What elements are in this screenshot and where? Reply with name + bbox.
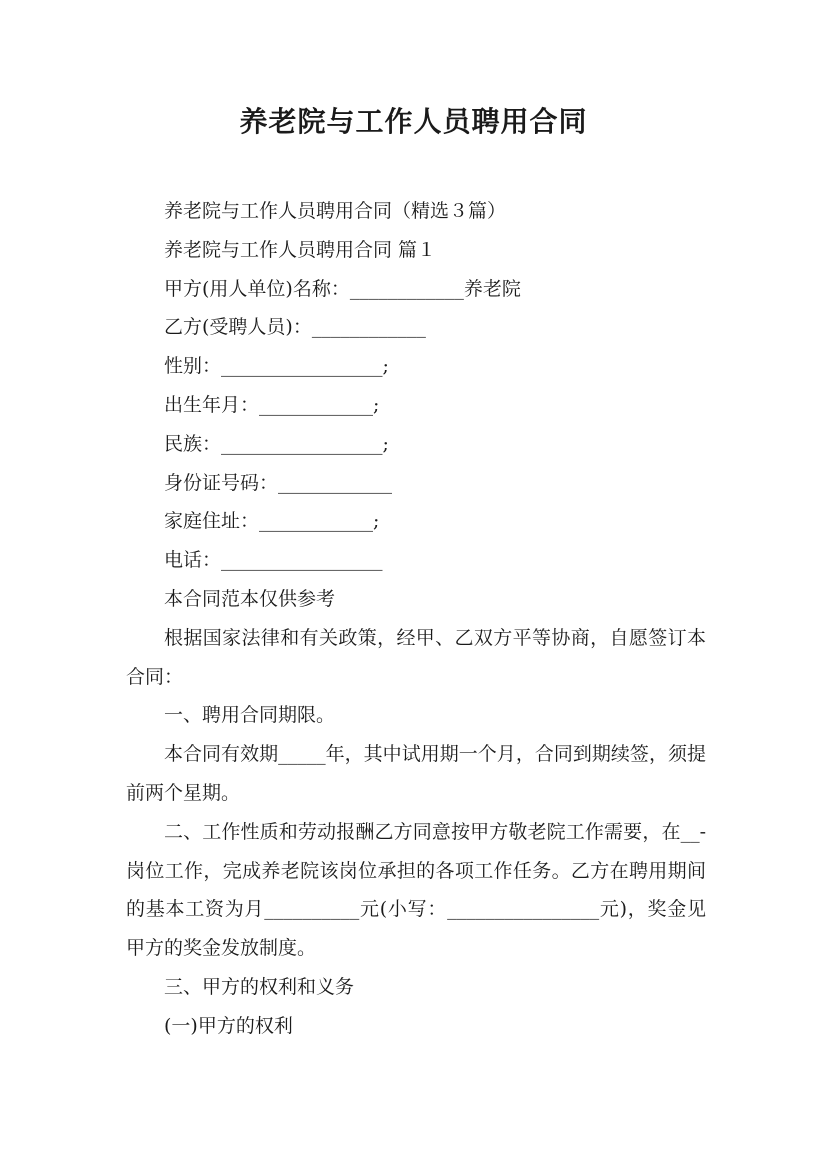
field-employer-name: 甲方(用人单位)名称：____________养老院 <box>164 277 521 300</box>
paragraph-preamble: 根据国家法律和有关政策，经甲、乙双方平等协商，自愿签订本合同： <box>126 626 706 688</box>
field-employee: 乙方(受聘人员)：____________ <box>164 316 426 339</box>
paragraph-reference-note: 本合同范本仅供参考 <box>164 587 336 610</box>
field-ethnicity: 民族：_________________; <box>164 432 389 455</box>
paragraph-section-heading: 养老院与工作人员聘用合同 篇１ <box>164 238 437 261</box>
field-home-address: 家庭住址：____________; <box>164 510 380 533</box>
document-title: 养老院与工作人员聘用合同 <box>239 105 588 138</box>
field-birth-date: 出生年月：____________; <box>164 393 380 416</box>
paragraph-subtitle: 养老院与工作人员聘用合同（精选３篇） <box>164 200 507 222</box>
clause-term-body: 本合同有效期_____年，其中试用期一个月，合同到期续签，须提前两个星期。 <box>126 743 706 804</box>
clause-heading-party-a: 三、甲方的权利和义务 <box>164 975 355 998</box>
field-id-number: 身份证号码：____________ <box>164 471 393 494</box>
field-gender: 性别：_________________; <box>164 355 389 378</box>
field-phone: 电话：_________________ <box>164 549 383 572</box>
document-body <box>126 192 706 1046</box>
clause-work-and-pay: 二、工作性质和劳动报酬乙方同意按甲方敬老院工作需要，在__-岗位工作，完成养老院该岗位承担的各项工作任务。乙方在聘用期间的基本工资为月__________元(小写：________________元)，奖金见甲方的奖金发放制度。 <box>126 820 706 960</box>
clause-heading-term: 一、聘用合同期限。 <box>164 704 336 727</box>
subclause-party-a-rights: (一)甲方的权利 <box>164 1014 293 1037</box>
